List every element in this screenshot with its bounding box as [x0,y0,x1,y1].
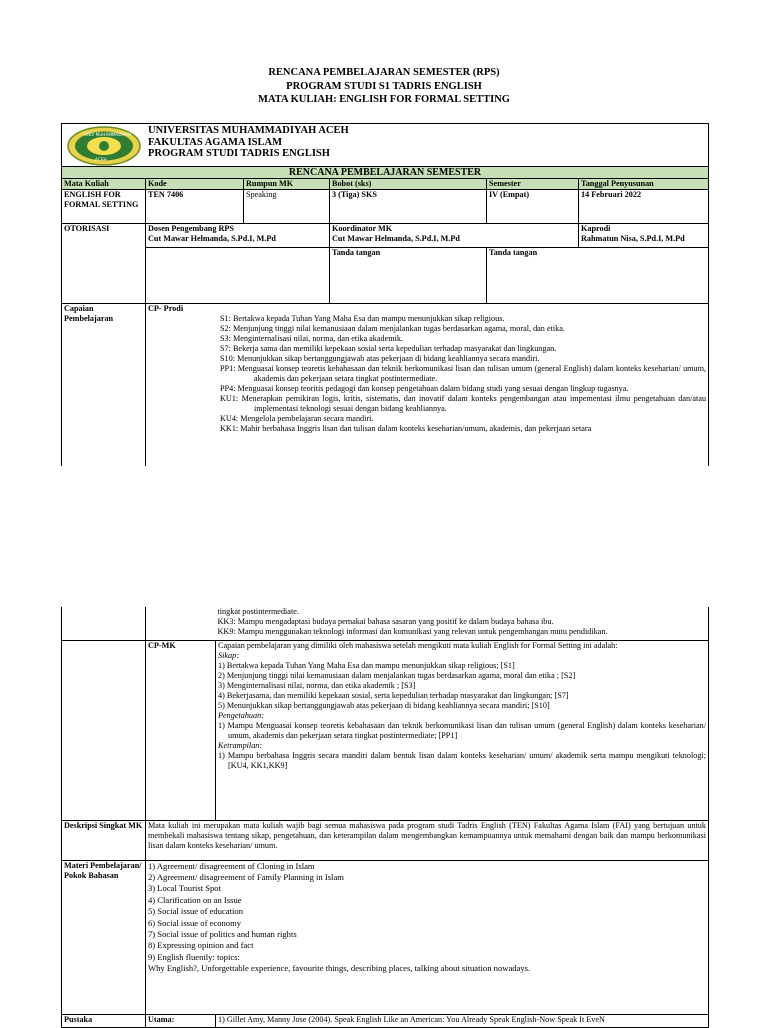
rps-table-page-2 [61,607,709,1028]
otorisasi-label: OTORISASI [62,224,146,304]
deskripsi-label: Deskripsi Singkat MK [62,820,146,860]
cp-prodi-item: S1: Bertakwa kepada Tuhan Yang Maha Esa dan mampu menunjukkan sikap religious. [220,314,505,323]
title-line-3: MATA KULIAH: ENGLISH FOR FORMAL SETTING [258,94,510,105]
cp-prodi-cont-line: KK3: Mampu mengadaptasi budaya pemakai bahasa sasaran yang positif ke dalam budaya bahasa ibu. [217,617,554,626]
cp-prodi-item: S2: Menjunjung tinggi nilai kemanusiaan dalam menjalankan tugas berdasarkan agama, moral, dan etika. [220,324,565,333]
koordinator-cell [330,224,579,248]
dosen-cell [146,224,330,248]
kaprodi-label: Kaprodi [581,224,611,233]
rps-banner: RENCANA PEMBELAJARAN SEMESTER [62,167,709,179]
institution-header [62,124,709,167]
cp-prodi-item: KK1: Mahir berbahasa Inggris lisan dan tulisan dalam konteks keseharian/umum, akademis, dan pekerjaan setara [220,424,592,433]
capaian-label: Capaian Pembelajaran [62,304,146,466]
materi-item: 3) Local Tourist Spot [148,883,221,894]
signature-kaprodi: Tanda tangan [487,248,709,304]
cp-prodi-cell [146,304,709,466]
materi-item: 5) Social issue of education [148,906,243,917]
continued-label-cell [62,607,146,640]
materi-item: 7) Social issue of politics and human rights [148,928,297,939]
cp-mk-label: CP-MK [146,640,216,820]
materi-item: Why English?, Unforgettable experience, favourite things, describing places, talking about situation nowadays. [148,963,531,974]
koordinator-name: Cut Mawar Helmanda, S.Pd.I, M.Pd [332,234,460,243]
rps-table-page-1 [61,123,709,466]
title-line-1: RENCANA PEMBELAJARAN SEMESTER (RPS) [268,67,500,78]
pustaka-utama-label: Utama: [146,1014,216,1027]
pengetahuan-item: 1) Mampu Menguasai konsep teoretis kebahasaan dan teknik berkomunikasi lisan dan tulisan umum (general English) dalam konteks keseharian/ umum, akademis dan pekerjaan setara tingkat postintermediate; [PP1] [218,720,706,740]
sikap-label: Sikap: [218,650,239,660]
cp-prodi-cont-line: KK9: Mampu menggunakan teknologi informasi dan komunikasi yang relevan untuk pengembangan mutu pendidikan. [217,627,608,636]
materi-item: 9) English fluently: topics: [148,951,240,962]
cp-prodi-item: S7: Bekerja sama dan memiliki kepekaan sosial serta kepedulian terhadap masyarakat dan lingkungan. [220,344,557,353]
cp-prodi-item: PP4: Menguasai konsep teoritis pedagogi dan konsep pengetahuan dalam bidang studi yang sesuai dengan lingkup tugasnya. [220,384,629,393]
cp-prodi-continued [216,607,709,640]
university-logo-icon [66,126,142,166]
keterampilan-label: Ketrampilan: [218,740,263,750]
pengetahuan-list [218,721,706,741]
faculty-name: FAKULTAS AGAMA ISLAM [148,136,282,148]
course-date: 14 Februari 2022 [579,190,709,224]
sikap-item: 4) Bekerjasama, dan memiliki kepekaan sosial, serta kepedulian terhadap masyarakat dan lingkungan; [S7] [218,690,569,700]
signature-koordinator: Tanda tangan [330,248,487,304]
col-rumpun: Rumpun MK [244,179,330,190]
course-semester: IV (Empat) [487,190,579,224]
sikap-item: 1) Bertakwa kepada Tuhan Yang Maha Esa dan mampu menunjukkan sikap religious; [S1] [218,660,515,670]
materi-item: 6) Social issue of economy [148,917,242,928]
sikap-item: 2) Menjunjung tinggi nilai kemanusiaan dalam menjalankan tugas berdasarkan agama, moral dan etika ; [S2] [218,670,576,680]
course-name: ENGLISH FOR FORMAL SETTING [62,190,146,224]
pengetahuan-label: Pengetahuan: [218,710,264,720]
sikap-item: 5) Menunjukkan sikap bertanggungjawab atas pekerjaan di bidang keahliannya secara mandiri; [S10] [218,700,550,710]
cp-mk-content [216,640,709,820]
kaprodi-name: Rahmatun Nisa, S.Pd.I, M.Pd [581,234,685,243]
materi-label: Materi Pembelajaran/ Pokok Bahasan [62,860,146,1014]
cp-prodi-list [216,314,708,434]
title-line-2: PROGRAM STUDI S1 TADRIS ENGLISH [286,80,482,92]
sikap-list [218,661,706,711]
university-name: UNIVERSITAS MUHAMMADIYAH ACEH [148,125,349,136]
cp-mk-intro: Capaian pembelajaran yang dimiliki oleh mahasiswa setelah mengikuti mata kuliah English for Formal Setting ini adalah: [218,640,618,650]
materi-content [146,860,709,1014]
cp-prodi-cont-line: tingkat postintermediate. [217,607,299,616]
cp-prodi-item: S3: Menginternalisasi nilai, norma, dan etika akademik. [220,334,404,343]
cp-prodi-label: CP- Prodi [148,304,184,313]
cp-prodi-item: S10: Menunjukkan sikap bertanggungjawab atas pekerjaan di bidang keahliannya secara mandiri. [220,354,540,363]
materi-item: 8) Expressing opinion and fact [148,940,254,951]
deskripsi-text: Mata kuliah ini merupakan mata kuliah wajib bagi semua mahasiswa pada program studi Tadris English (TEN) Fakultas Agama Islam (FAI) yang bertujuan untuk membekali mahasiswa tentang sikap, pengetahuan, dan keterampilan dalam mengembangkan kemampuannya untuk memahami dengan baik dan mampu berkomunikasi lisan dalam konteks keseharian/ umum. [146,820,709,860]
svg-text:UNIV MUHAMMADIYAH: UNIV MUHAMMADIYAH [84,132,132,137]
program-name: PROGRAM STUDI TADRIS ENGLISH [148,148,330,159]
cp-prodi-item: KU4: Mengelola pembelajaran secara mandiri. [220,414,374,423]
keterampilan-item: 1) Mampu berbahasa Inggris secara mandiri dalam bentuk lisan dalam konteks keseharian/ umum/ akademik serta mampu mengikuti teknologi; [KU4, KK1,KK9] [218,750,706,770]
sikap-item: 3) Menginternalisasi nilai, norma, dan etika akademik ; [S3] [218,680,416,690]
svg-text:ACEH: ACEH [95,157,107,162]
signature-blank [146,248,330,304]
course-rumpun: Speaking [244,190,330,224]
materi-list [148,861,706,975]
dosen-name: Cut Mawar Helmanda, S.Pd.I, M.Pd [148,234,276,243]
kaprodi-cell [579,224,709,248]
cp-prodi-item: KU1: Menerapkan pemikiran logis, kritis, sistematis, dan inovatif dalam konteks pengembangan atau impementasi ilmu pengetahuan dan/atau implementasi teknologi sesuai dengan bidang keahliannya. [220,394,707,413]
cp-prodi-item: PP1: Menguasai konsep teoretis kebahasaan dan teknik berkomunikasi lisan dan tulisan umum (general English) dalam konteks keseharian/ umum, akademis dan pekerjaan setara tingkat postintermediate. [220,364,707,383]
materi-item: 2) Agreement/ disagreement of Family Planning in Islam [148,871,344,882]
dosen-label: Dosen Pengembang RPS [148,224,234,233]
keterampilan-list [218,751,706,771]
col-semester: Semester [487,179,579,190]
col-bobot: Bobot (sks) [330,179,487,190]
pustaka-label: Pustaka [62,1014,146,1027]
col-mata-kuliah: Mata Kuliah [62,179,146,190]
document-titles [0,66,768,107]
course-bobot: 3 (Tiga) SKS [330,190,487,224]
materi-item: 1) Agreement/ disagreement of Cloning in Islam [148,860,315,871]
koordinator-label: Koordinator MK [332,224,393,233]
course-code: TEN 7406 [146,190,244,224]
col-tanggal: Tanggal Penyusunan [579,179,709,190]
col-kode: Kode [146,179,244,190]
pustaka-item: 1) Gillet Amy, Manny Jose (2004). Speak English Like an American: You Already Speak English-Now Speak It EveN [216,1014,709,1027]
materi-item: 4) Clarification on an Issue [148,894,242,905]
